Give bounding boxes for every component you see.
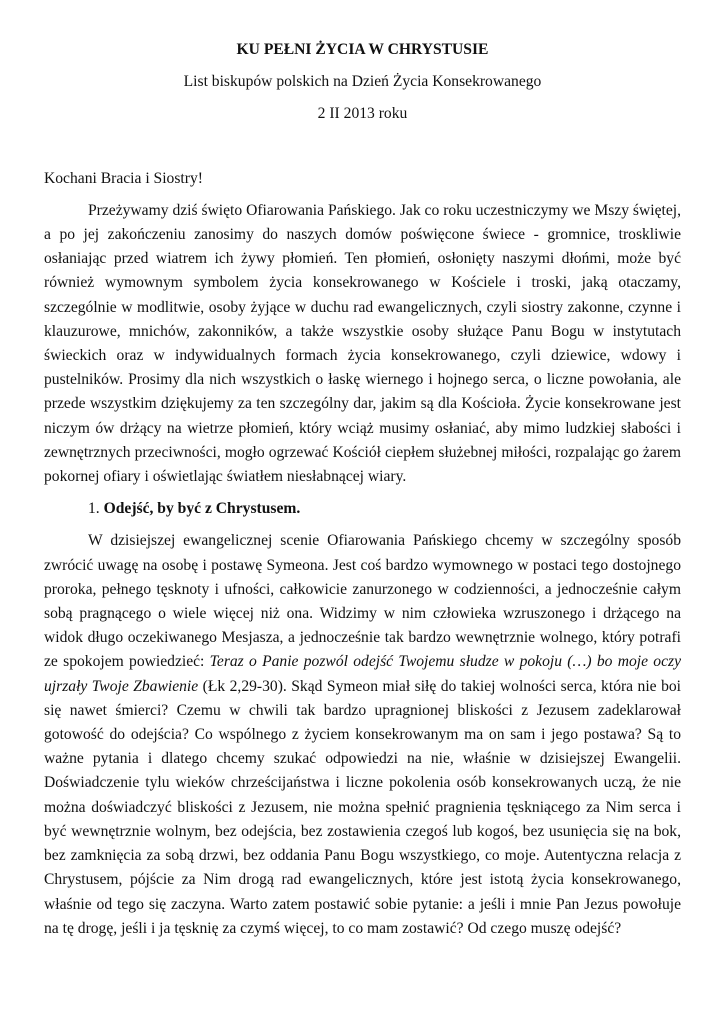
scripture-quote: Teraz o Panie pozwól odejść Twojemu słudze w pokoju (…) bo moje oczy ujrzały Twoje Zbawienie xyxy=(44,653,681,695)
paragraph-2-text: W dzisiejszej ewangelicznej scenie Ofiarowania Pańskiego chcemy w szczególny sposób zwrócić uwagę na osobę i postawę Symeona. Jest coś bardzo wymownego w postaci tego dostojnego proroka, pełnego tęsknoty i ufności, całkowicie zanurzonego w codzienności, a jednocześnie całym sobą pragnącego o wiele więcej niż ona. Widzimy w nim człowieka wzruszonego i drżącego na widok długo oczekiwanego Mesjasza, a jednocześnie tak bardzo wewnętrznie wolnego, który potrafi ze spokojem powiedzieć: xyxy=(44,532,681,671)
document-title: KU PEŁNI ŻYCIA W CHRYSTUSIE xyxy=(236,41,489,58)
document-page xyxy=(44,38,681,941)
section-number: 1. xyxy=(88,500,100,518)
paragraph-2-continuation: (Łk 2,29-30). Skąd Symeon miał siłę do takiej wolności serca, która nie boi się nawet śmierci? Czemu w chwili tak bardzo upragnionej bliskości z Jezusem zadeklarował gotowość do odejścia? Co wspólnego z życiem konsekrowanym ma on sam i jego postawa? Są to ważne pytania i dlatego chcemy szukać odpowiedzi na nie, właśnie w dzisiejszej Ewangelii. Doświadczenie tylu wieków chrześcijaństwa i liczne pokolenia osób konsekrowanych uczą, że nie można doświadczyć bliskości z Jezusem, nie można spełnić pragnienia tęskniącego za Nim serca i być wewnętrznie wolnym, bez odejścia, bez zostawienia czegoś lub kogoś, bez usunięcia się na bok, bez zamknięcia za sobą drzwi, bez oddania Panu Bogu wszystkiego, co moje. Autentyczna relacja z Chrystusem, pójście za Nim drogą rad ewangelicznych, które jest istotą życia konsekrowanego, właśnie od tego się zaczyna. Warto zatem postawić sobie pytanie: a jeśli i mnie Pan Jezus powołuje na tę drogę, jeśli i ja tęsknię za czymś więcej, to co mam zostawić? Od czego muszę odejść? xyxy=(44,677,681,937)
section-title: Odejść, by być z Chrystusem. xyxy=(103,500,301,518)
document-subtitle: List biskupów polskich na Dzień Życia Konsekrowanego xyxy=(183,73,542,91)
greeting: Kochani Bracia i Siostry! xyxy=(44,169,203,187)
paragraph-2 xyxy=(44,529,681,940)
paragraph-1: Przeżywamy dziś święto Ofiarowania Pańskiego. Jak co roku uczestniczymy we Mszy świętej, a po jej zakończeniu zanosimy do naszych domów poświęcone świece - gromnice, troskliwie osłaniając przed wiatrem ich żywy płomień. Ten płomień, osłonięty naszymi dłońmi, może być również wymownym symbolem życia konsekrowanego w Kościele i troski, jaką otaczamy, szczególnie w modlitwie, osoby żyjące w duchu rad ewangelicznych, czyli siostry zakonne, czynne i klauzurowe, mnichów, zakonników, a także wszystkie osoby służące Panu Bogu w instytutach świeckich oraz w indywidualnych formach życia konsekrowanego, czyli dziewice, wdowy i pustelników. Prosimy dla nich wszystkich o łaskę wiernego i hojnego serca, o liczne powołania, ale przede wszystkim dziękujemy za ten szczególny dar, jakim są dla Kościoła. Życie konsekrowane jest niczym ów drżący na wietrze płomień, który wciąż musimy osłaniać, aby mimo ludzkiej słabości i zewnętrznych przeciwności, mogło ogrzewać Kościół ciepłem służebnej miłości, rozpalając go żarem pokornej ofiary i oświetlając światłem niesłabnącej wiary. xyxy=(44,201,681,486)
document-date: 2 II 2013 roku xyxy=(317,105,408,123)
section-heading xyxy=(44,497,681,521)
